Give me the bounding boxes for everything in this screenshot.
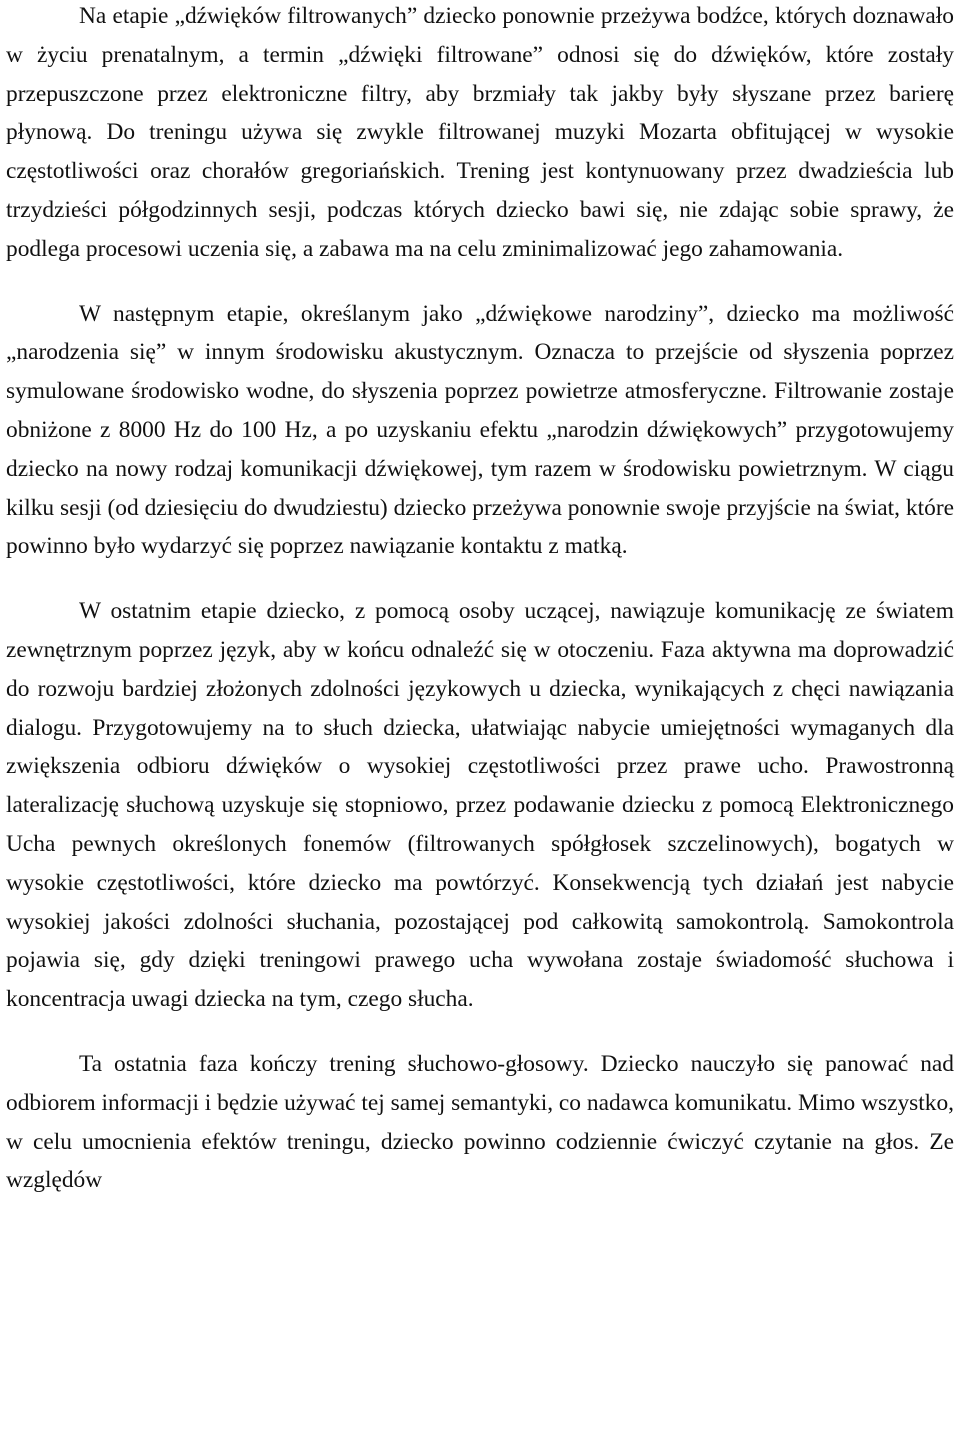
paragraph-filtered-sounds-stage: Na etapie „dźwięków filtrowanych” dziecko ponownie przeżywa bodźce, których doznawało w życiu prenatalnym, a termin „dźwięki filtrowane” odnosi się do dźwięków, które zostały przepuszczone przez elektroniczne filtry, aby brzmiały tak jakby były słyszane przez barierę płynową. Do treningu używa się zwykle filtrowanej muzyki Mozarta obfitującej w wysokie częstotliwości oraz chorałów gregoriańskich. Trening jest kontynuowany przez dwadzieścia lub trzydzieści półgodzinnych sesji, podczas których dziecko bawi się, nie zdając sobie sprawy, że podlega procesowi uczenia się, a zabawa ma na celu zminimalizować jego zahamowania. <box>6 3 954 262</box>
paragraph-final-stage: W ostatnim etapie dziecko, z pomocą osoby uczącej, nawiązuje komunikację ze światem zewnętrznym poprzez język, aby w końcu odnaleźć się w otoczeniu. Faza aktywna ma doprowadzić do rozwoju bardziej złożonych zdolności językowych u dziecka, wynikających z chęci nawiązania dialogu. Przygotowujemy na to słuch dziecka, ułatwiając nabycie umiejętności wymaganych dla zwiększenia odbioru dźwięków o wysokiej częstotliwości przez prawe ucho. Prawostronną lateralizację słuchową uzyskuje się stopniowo, przez podawanie dziecku z pomocą Elektronicznego Ucha pewnych określonych fonemów (filtrowanych spółgłosek szczelinowych), bogatych w wysokie częstotliwości, które dziecko ma powtórzyć. Konsekwencją tych działań jest nabycie wysokiej jakości zdolności słuchania, pozostającej pod całkowitą samokontrolą. Samokontrola pojawia się, gdy dzięki treningowi prawego ucha wywołana zostaje świadomość słuchowa i koncentracja uwagi dziecka na tym, czego słucha. <box>6 598 954 1013</box>
paragraph-training-conclusion: Ta ostatnia faza kończy trening słuchowo-głosowy. Dziecko nauczyło się panować nad odbiorem informacji i będzie używać tej samej semantyki, co nadawca komunikatu. Mimo wszystko, w celu umocnienia efektów treningu, dziecko powinno codziennie ćwiczyć czytanie na głos. Ze względów <box>6 1050 954 1194</box>
paragraph-sound-birth-stage: W następnym etapie, określanym jako „dźwiękowe narodziny”, dziecko ma możliwość „narodzenia się” w innym środowisku akustycznym. Oznacza to przejście od słyszenia poprzez symulowane środowisko wodne, do słyszenia poprzez powietrze atmosferyczne. Filtrowanie zostaje obniżone z 8000 Hz do 100 Hz, a po uzyskaniu efektu „narodzin dźwiękowych” przygotowujemy dziecko na nowy rodzaj komunikacji dźwiękowej, tym razem w środowisku powietrznym. W ciągu kilku sesji (od dziesięciu do dwudziestu) dziecko przeżywa ponownie swoje przyjście na świat, które powinno było wydarzyć się poprzez nawiązanie kontaktu z matką. <box>6 300 954 560</box>
document-page <box>6 0 954 1200</box>
